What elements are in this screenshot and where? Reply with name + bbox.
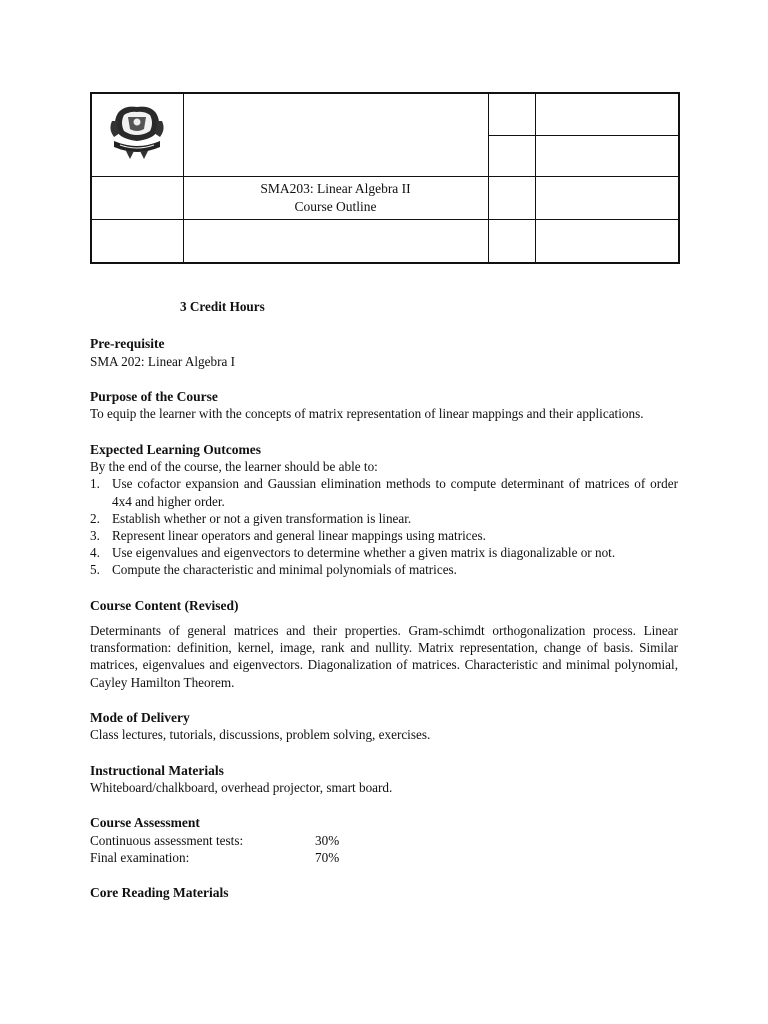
delivery-section [90,709,678,744]
credit-hours: 3 Credit Hours [180,299,265,314]
prerequisite-text: SMA 202: Linear Algebra I [90,353,236,369]
course-title: SMA203: Linear Algebra II [260,181,411,196]
list-item-text: Represent linear operators and general linear mappings using matrices. [112,527,486,543]
course-title-cell [183,177,488,220]
list-item-number: 3. [90,527,100,543]
university-crest-logo [106,103,168,163]
purpose-heading: Purpose of the Course [90,388,218,404]
header-blank-title-cell [183,93,488,177]
purpose-section [90,388,678,423]
delivery-text: Class lectures, tutorials, discussions, problem solving, exercises. [90,727,431,743]
assessment-heading: Course Assessment [90,815,200,831]
header-blank-cell [488,93,535,135]
prerequisite-section [90,335,678,370]
content-heading: Course Content (Revised) [90,597,239,613]
outcomes-intro: By the end of the course, the learner should be able to: [90,459,378,475]
header-blank-cell [183,220,488,264]
header-blank-cell [488,177,535,220]
prerequisite-heading: Pre-requisite [90,336,165,352]
assessment-value: 30% [315,832,340,848]
outcomes-heading: Expected Learning Outcomes [90,441,261,457]
materials-heading: Instructional Materials [90,762,224,778]
header-blank-cell [535,220,679,264]
list-item [90,544,678,561]
header-blank-cell [535,135,679,177]
assessment-label: Continuous assessment tests: [90,832,244,848]
list-item-number: 1. [90,476,100,492]
header-blank-cell [91,220,183,264]
list-item-text: Use eigenvalues and eigenvectors to determine whether a given matrix is diagonalizable or not. [112,545,616,561]
assessment-row [90,849,678,866]
header-blank-cell [535,93,679,135]
header-blank-cell [488,220,535,264]
outcomes-section [90,441,678,579]
content-section [90,597,678,691]
list-item-text: Establish whether or not a given transformation is linear. [112,510,412,526]
content-text: Determinants of general matrices and their properties. Gram-schimdt orthogonalization process. Linear transformation: definition, kernel, image, rank and nullity. Matrix representation, change of basis. Similar matrices, eigenvalues and eigenvectors. Diagonalization of matrices. Characteristic and minimal polynomial, Cayley Hamilton Theorem. [90,623,678,690]
assessment-section [90,814,678,866]
materials-text: Whiteboard/chalkboard, overhead projector, smart board. [90,780,393,796]
course-subtitle: Course Outline [294,199,377,214]
reading-heading: Core Reading Materials [90,885,229,901]
header-blank-cell [535,177,679,220]
list-item [90,510,678,527]
course-outline-page [90,92,678,902]
outcomes-list [90,475,678,578]
header-table [90,92,680,264]
list-item [90,475,678,509]
reading-section [90,884,678,902]
list-item-text: Use cofactor expansion and Gaussian elimination methods to compute determinant of matrices of order 4x4 and higher order. [112,476,678,509]
materials-section [90,762,678,797]
purpose-text: To equip the learner with the concepts of matrix representation of linear mappings and their applications. [90,406,644,422]
list-item [90,561,678,578]
list-item-text: Compute the characteristic and minimal polynomials of matrices. [112,562,457,578]
list-item-number: 2. [90,510,100,526]
delivery-heading: Mode of Delivery [90,709,190,725]
logo-cell [91,93,183,177]
assessment-row [90,832,678,849]
header-blank-cell [488,135,535,177]
assessment-value: 70% [315,849,340,865]
header-blank-cell [91,177,183,220]
assessment-label: Final examination: [90,849,190,865]
list-item-number: 4. [90,545,100,561]
list-item [90,527,678,544]
list-item-number: 5. [90,562,100,578]
